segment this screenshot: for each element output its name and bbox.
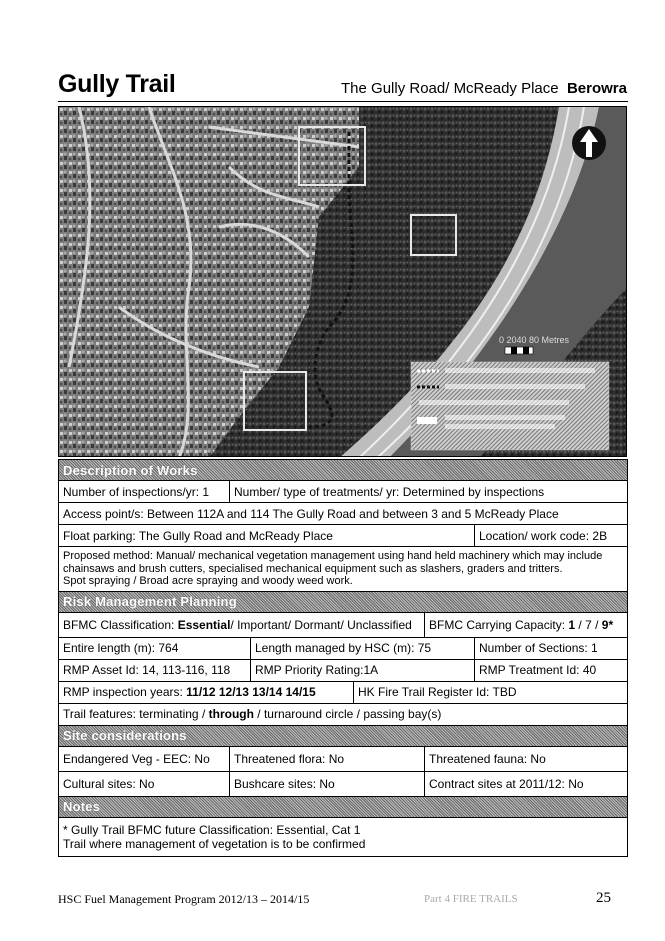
footer-program: HSC Fuel Management Program 2012/13 – 2014/15 bbox=[58, 892, 310, 906]
section-heading-site: Site considerations bbox=[59, 725, 628, 746]
inspections-per-year: Number of inspections/yr: 1 bbox=[59, 481, 230, 503]
notes-line-2: Trail where management of vegetation is to be confirmed bbox=[63, 836, 366, 851]
aerial-photo bbox=[59, 107, 627, 457]
works-table bbox=[58, 459, 628, 857]
trail-features-selected: through bbox=[208, 707, 254, 721]
capacity-1: 1 bbox=[568, 617, 576, 632]
location-street: The Gully Road/ McReady Place bbox=[341, 80, 559, 97]
capacity-separator-1: / bbox=[575, 617, 586, 632]
page-number: 25 bbox=[596, 890, 611, 906]
bfmc-classification-label: BFMC Classification: bbox=[63, 617, 178, 632]
number-of-sections: Number of Sections: 1 bbox=[475, 637, 628, 659]
map-legend bbox=[411, 362, 609, 450]
proposed-method-text: Proposed method: Manual/ mechanical vegetation management using hand held machinery which may include chainsaws and brush cutters, specialised mechanical equipment such as slashers, graders and tritters. bbox=[63, 550, 603, 575]
cultural-sites: Cultural sites: No bbox=[59, 771, 230, 796]
bfmc-carrying-capacity bbox=[425, 612, 628, 637]
footer-part: Part 4 FIRE TRAILS bbox=[424, 893, 518, 905]
map-scale-bar bbox=[505, 347, 533, 354]
access-points: Access point/s: Between 112A and 114 The Gully Road and between 3 and 5 McReady Place bbox=[59, 503, 628, 525]
bfmc-classification bbox=[59, 612, 425, 637]
map-scale-label: 0 2040 80 Metres bbox=[499, 335, 570, 345]
fire-trail-register-id: HK Fire Trail Register Id: TBD bbox=[354, 681, 628, 703]
treatments-per-year: Number/ type of treatments/ yr: Determined by inspections bbox=[230, 481, 628, 503]
inspection-years-value: 11/12 12/13 13/14 14/15 bbox=[186, 685, 316, 699]
section-heading-description: Description of Works bbox=[59, 460, 628, 481]
trail-features-options: / turnaround circle / passing bay(s) bbox=[253, 707, 442, 721]
endangered-veg: Endangered Veg - EEC: No bbox=[59, 746, 230, 771]
proposed-method bbox=[59, 547, 628, 592]
aerial-map bbox=[58, 106, 627, 457]
carrying-capacity-label: BFMC Carrying Capacity: bbox=[429, 617, 569, 632]
length-managed: Length managed by HSC (m): 75 bbox=[251, 637, 475, 659]
rmp-asset-id: RMP Asset Id: 14, 113-116, 118 bbox=[59, 659, 251, 681]
trail-features bbox=[59, 703, 628, 725]
location-suburb: Berowra bbox=[566, 80, 627, 97]
section-heading-notes: Notes bbox=[59, 796, 628, 817]
threatened-fauna: Threatened fauna: No bbox=[425, 746, 628, 771]
rmp-inspection-years bbox=[59, 681, 354, 703]
bfmc-classification-value: Essential bbox=[177, 617, 231, 632]
rmp-treatment-id: RMP Treatment Id: 40 bbox=[475, 659, 628, 681]
threatened-flora: Threatened flora: No bbox=[230, 746, 425, 771]
trail-features-label: Trail features: terminating / bbox=[63, 707, 209, 721]
inspection-years-label: RMP inspection years: bbox=[63, 685, 187, 699]
bushcare-sites: Bushcare sites: No bbox=[230, 771, 425, 796]
title-rule bbox=[58, 101, 628, 102]
notes-line-1: * Gully Trail BFMC future Classification: Essential, Cat 1 bbox=[63, 822, 361, 837]
work-code: Location/ work code: 2B bbox=[475, 525, 628, 547]
proposed-method-spraying: Spot spraying / Broad acre spraying and woody weed work. bbox=[63, 575, 353, 587]
location-heading bbox=[341, 80, 627, 97]
capacity-7: 7 bbox=[585, 617, 592, 632]
contract-sites: Contract sites at 2011/12: No bbox=[425, 771, 628, 796]
rmp-priority-rating: RMP Priority Rating:1A bbox=[251, 659, 475, 681]
capacity-separator-2: / bbox=[591, 617, 602, 632]
page-title: Gully Trail bbox=[58, 70, 176, 98]
entire-length: Entire length (m): 764 bbox=[59, 637, 251, 659]
float-parking: Float parking: The Gully Road and McReady Place bbox=[59, 525, 475, 547]
bfmc-classification-options: / Important/ Dormant/ Unclassified bbox=[230, 617, 412, 632]
notes-content bbox=[59, 817, 628, 856]
north-arrow-icon bbox=[572, 126, 606, 160]
capacity-9: 9* bbox=[601, 617, 614, 632]
section-heading-risk: Risk Management Planning bbox=[59, 591, 628, 612]
